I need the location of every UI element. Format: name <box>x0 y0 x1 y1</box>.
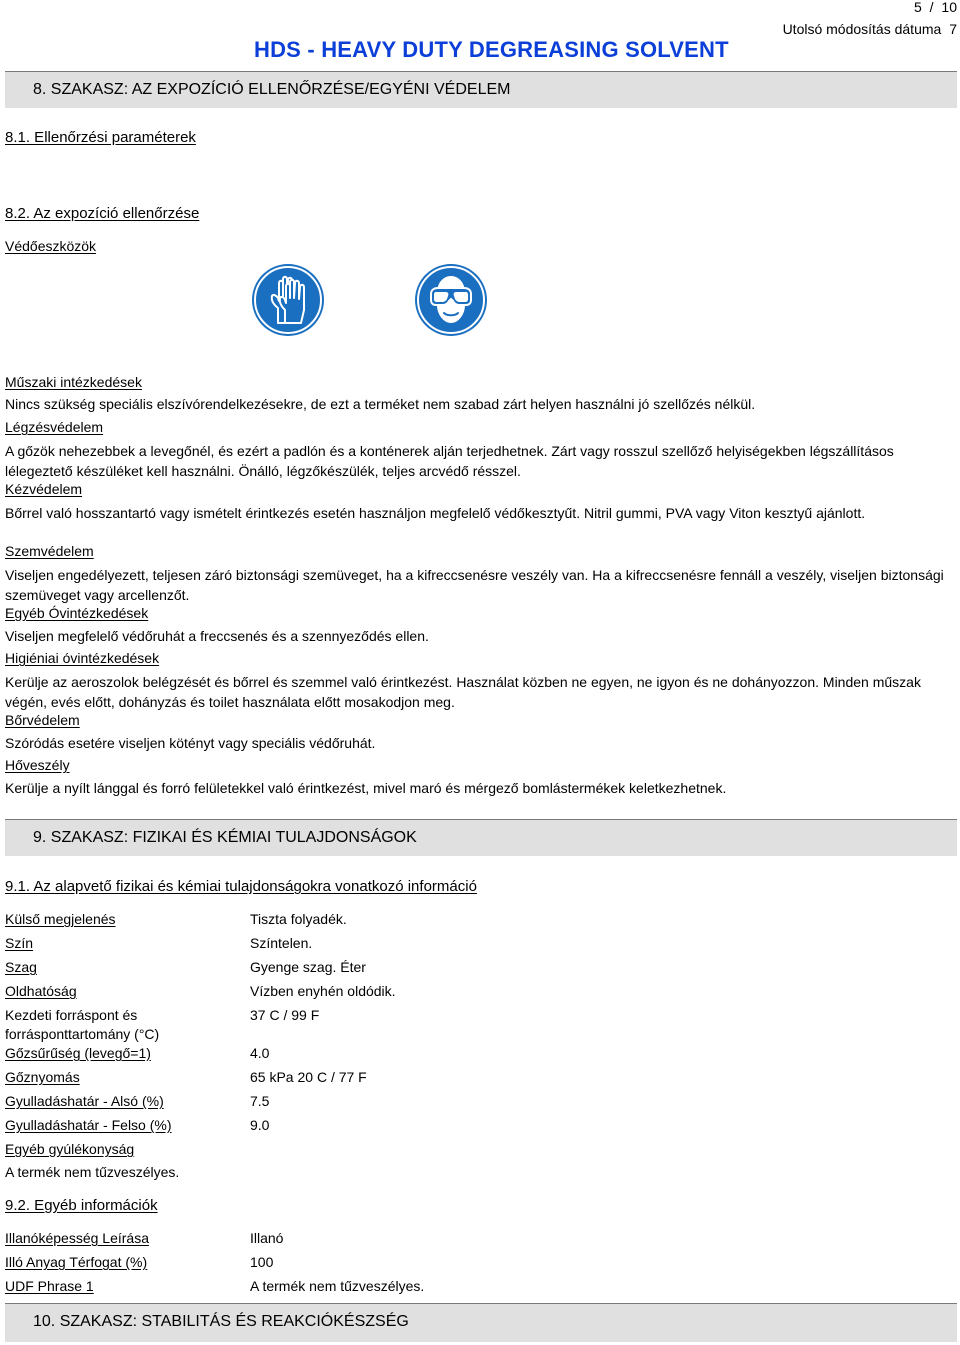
prop-value-vapor-density: 4.0 <box>250 1045 270 1061</box>
prop-label-other-flammability: Egyéb gyúlékonyság <box>5 1141 135 1157</box>
prop-value-color: Színtelen. <box>250 935 313 951</box>
last-modified-value: 7 <box>949 21 957 37</box>
section-8-header <box>5 71 957 108</box>
prop-value-solubility: Vízben enyhén oldódik. <box>250 983 396 999</box>
prop-value-vapor-pressure: 65 kPa 20 C / 77 F <box>250 1069 367 1085</box>
block-text-respiratory: A gőzök nehezebbek a levegőnél, és ezért a padlón és a konténerek alján terjedhetnek. Zárt vagy rosszul szellőző helyiségekben légszállításos lélegeztető készüléket kell használni. Önálló, légzőkészülék, teljes arcvédő résszel. <box>5 443 894 479</box>
prop-value-odor: Gyenge szag. Éter <box>250 959 366 975</box>
block-text-other-precautions: Viseljen megfelelő védőruhát a freccsenés és a szennyeződés ellen. <box>5 628 429 644</box>
block-text-eye: Viseljen engedélyezett, teljesen záró biztonsági szemüveget, ha a kifreccsenésre veszély van. Ha a kifreccsenésre fennáll a veszély, viseljen biztonsági szemüveget vagy arcellenzőt. <box>5 567 944 603</box>
block-heading-hygiene: Higiéniai óvintézkedések <box>5 650 160 666</box>
section-8-title: 8. SZAKASZ: AZ EXPOZÍCIÓ ELLENŐRZÉSE/EGYÉNI VÉDELEM <box>33 81 511 98</box>
subsection-8-2-title: 8.2. Az expozíció ellenőrzése <box>5 205 200 222</box>
other-label-volatile-volume: Illó Anyag Térfogat (%) <box>5 1254 148 1270</box>
gloves-icon <box>251 263 325 337</box>
block-heading-skin: Bőrvédelem <box>5 712 80 728</box>
prop-value-lower-flammability: 7.5 <box>250 1093 270 1109</box>
other-value-volatile-volume: 100 <box>250 1254 274 1270</box>
prop-label-upper-flammability: Gyulladáshatár - Felso (%) <box>5 1117 172 1133</box>
section-10-header <box>5 1303 957 1342</box>
last-modified-label: Utolsó módosítás dátuma <box>782 21 942 37</box>
block-text-hygiene: Kerülje az aeroszolok belégzését és bőrrel és szemmel való érintkezést. Használat közben ne egyen, ne igyon és ne dohányozzon. Minden műszak végén, evés előtt, dohányzás és toilet használata előtt mosakodjon meg. <box>5 674 921 710</box>
subsection-8-1-title: 8.1. Ellenőrzési paraméterek <box>5 129 196 146</box>
section-9-header <box>5 819 957 856</box>
block-heading-engineering: Műszaki intézkedések <box>5 374 142 390</box>
block-heading-respiratory: Légzésvédelem <box>5 419 104 435</box>
block-heading-thermal: Hőveszély <box>5 757 70 773</box>
last-modified <box>783 20 957 39</box>
block-heading-hand: Kézvédelem <box>5 481 83 497</box>
prop-label-lower-flammability: Gyulladáshatár - Alsó (%) <box>5 1093 164 1109</box>
block-text-skin: Szóródás esetére viseljen kötényt vagy speciális védőruhát. <box>5 735 376 751</box>
block-text-engineering: Nincs szükség speciális elszívórendelkezésekre, de ezt a terméket nem szabad zárt helyen használni jó szellőzés nélkül. <box>5 396 756 412</box>
prop-value-boiling-point: 37 C / 99 F <box>250 1007 320 1023</box>
page-number <box>914 0 957 17</box>
prop-label-boiling-point: Kezdeti forráspont és forrásponttartomány (°C) <box>5 1007 160 1042</box>
prop-value-upper-flammability: 9.0 <box>250 1117 270 1133</box>
section-9-title: 9. SZAKASZ: FIZIKAI ÉS KÉMIAI TULAJDONSÁGOK <box>33 829 417 846</box>
ppe-label: Védőeszközök <box>5 238 97 254</box>
page-current: 5 <box>913 0 922 15</box>
prop-label-odor: Szag <box>5 959 37 975</box>
safety-goggles-icon <box>414 263 488 337</box>
block-text-thermal: Kerülje a nyílt lánggal és forró felületekkel való érintkezést, mivel maró és mérgező bomlástermékek keletkezhetnek. <box>5 780 727 796</box>
section-10-title: 10. SZAKASZ: STABILITÁS ÉS REAKCIÓKÉSZSÉG <box>33 1313 409 1330</box>
other-label-volatility: Illanóképesség Leírása <box>5 1230 149 1246</box>
product-title: HDS - HEAVY DUTY DEGREASING SOLVENT <box>254 37 729 62</box>
other-label-udf-phrase: UDF Phrase 1 <box>5 1278 94 1294</box>
block-text-hand: Bőrrel való hosszantartó vagy ismételt érintkezés esetén használjon megfelelő védőkesztyűt. Nitril gummi, PVA vagy Viton kesztyű ajánlott. <box>5 505 866 521</box>
prop-label-appearance: Külső megjelenés <box>5 911 116 927</box>
other-value-volatility: Illanó <box>250 1230 284 1246</box>
prop-label-solubility: Oldhatóság <box>5 983 77 999</box>
flammability-note: A termék nem tűzveszélyes. <box>5 1164 180 1180</box>
subsection-9-2-title: 9.2. Egyéb információk <box>5 1197 158 1214</box>
prop-label-vapor-density: Gőzsűrűség (levegő=1) <box>5 1045 151 1061</box>
block-heading-eye: Szemvédelem <box>5 543 94 559</box>
block-heading-other-precautions: Egyéb Óvintézkedések <box>5 605 149 621</box>
subsection-9-1-title: 9.1. Az alapvető fizikai és kémiai tulajdonságokra vonatkozó információ <box>5 878 477 895</box>
other-value-udf-phrase: A termék nem tűzveszélyes. <box>250 1278 425 1294</box>
page-total: 10 <box>941 0 957 15</box>
page-separator: / <box>929 0 934 15</box>
prop-label-vapor-pressure: Gőznyomás <box>5 1069 80 1085</box>
prop-label-color: Szín <box>5 935 34 951</box>
prop-value-appearance: Tiszta folyadék. <box>250 911 347 927</box>
